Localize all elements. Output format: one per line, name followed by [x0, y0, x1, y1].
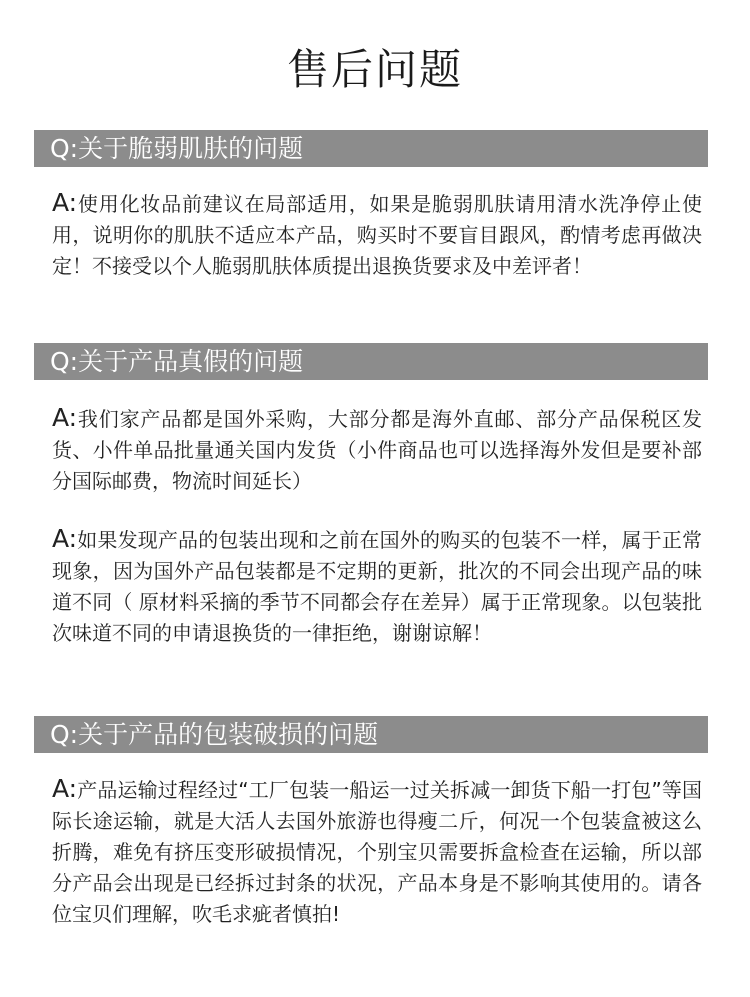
answer-prefix: A: — [52, 524, 78, 553]
answer-authenticity-packaging — [52, 523, 702, 649]
answer-text: 使用化妆品前建议在局部适用，如果是脆弱肌肤请用清水洗净停止使用，说明你的肌肤不适应本产品，购买时不要盲目跟风，酌情考虑再做决定！不接受以个人脆弱肌肤体质提出退换货要求及中差评者！ — [52, 192, 702, 278]
answer-text: 如果发现产品的包装出现和之前在国外的购买的包装不一样，属于正常现象，因为国外产品包装都是不定期的更新，批次的不同会出现产品的味道不同（ 原材料采摘的季节不同都会存在差异）属于正常现象。以包装批次味道不同的申请退换货的一律拒绝，谢谢谅解！ — [52, 528, 702, 645]
question-bar-sensitive-skin: Q:关于脆弱肌肤的问题 — [34, 130, 708, 167]
answer-prefix: A: — [52, 774, 78, 803]
question-bar-authenticity: Q:关于产品真假的问题 — [34, 343, 708, 380]
answer-text: 产品运输过程经过“工厂包装一船运一过关拆减一卸货下船一打包”等国际长途运输，就是大活人去国外旅游也得瘦二斤，何况一个包装盒被这么折腾，难免有挤压变形破损情况，个别宝贝需要拆盒检查在运输，所以部分产品会出现是已经拆过封条的状况，产品本身是不影响其使用的。请各位宝贝们理解，吹毛求疵者慎拍! — [52, 778, 702, 926]
question-bar-packaging-damage: Q:关于产品的包装破损的问题 — [34, 716, 708, 753]
answer-prefix: A: — [52, 403, 78, 432]
answer-sensitive-skin — [52, 187, 702, 282]
answer-packaging-damage — [52, 773, 702, 930]
page-title: 售后问题 — [286, 45, 463, 94]
answer-text: 我们家产品都是国外采购，大部分都是海外直邮、部分产品保税区发货、小件单品批量通关国内发货（小件商品也可以选择海外发但是要补部分国际邮费，物流时间延长） — [52, 407, 702, 493]
answer-prefix: A: — [52, 188, 78, 217]
answer-authenticity-origin — [52, 402, 702, 497]
